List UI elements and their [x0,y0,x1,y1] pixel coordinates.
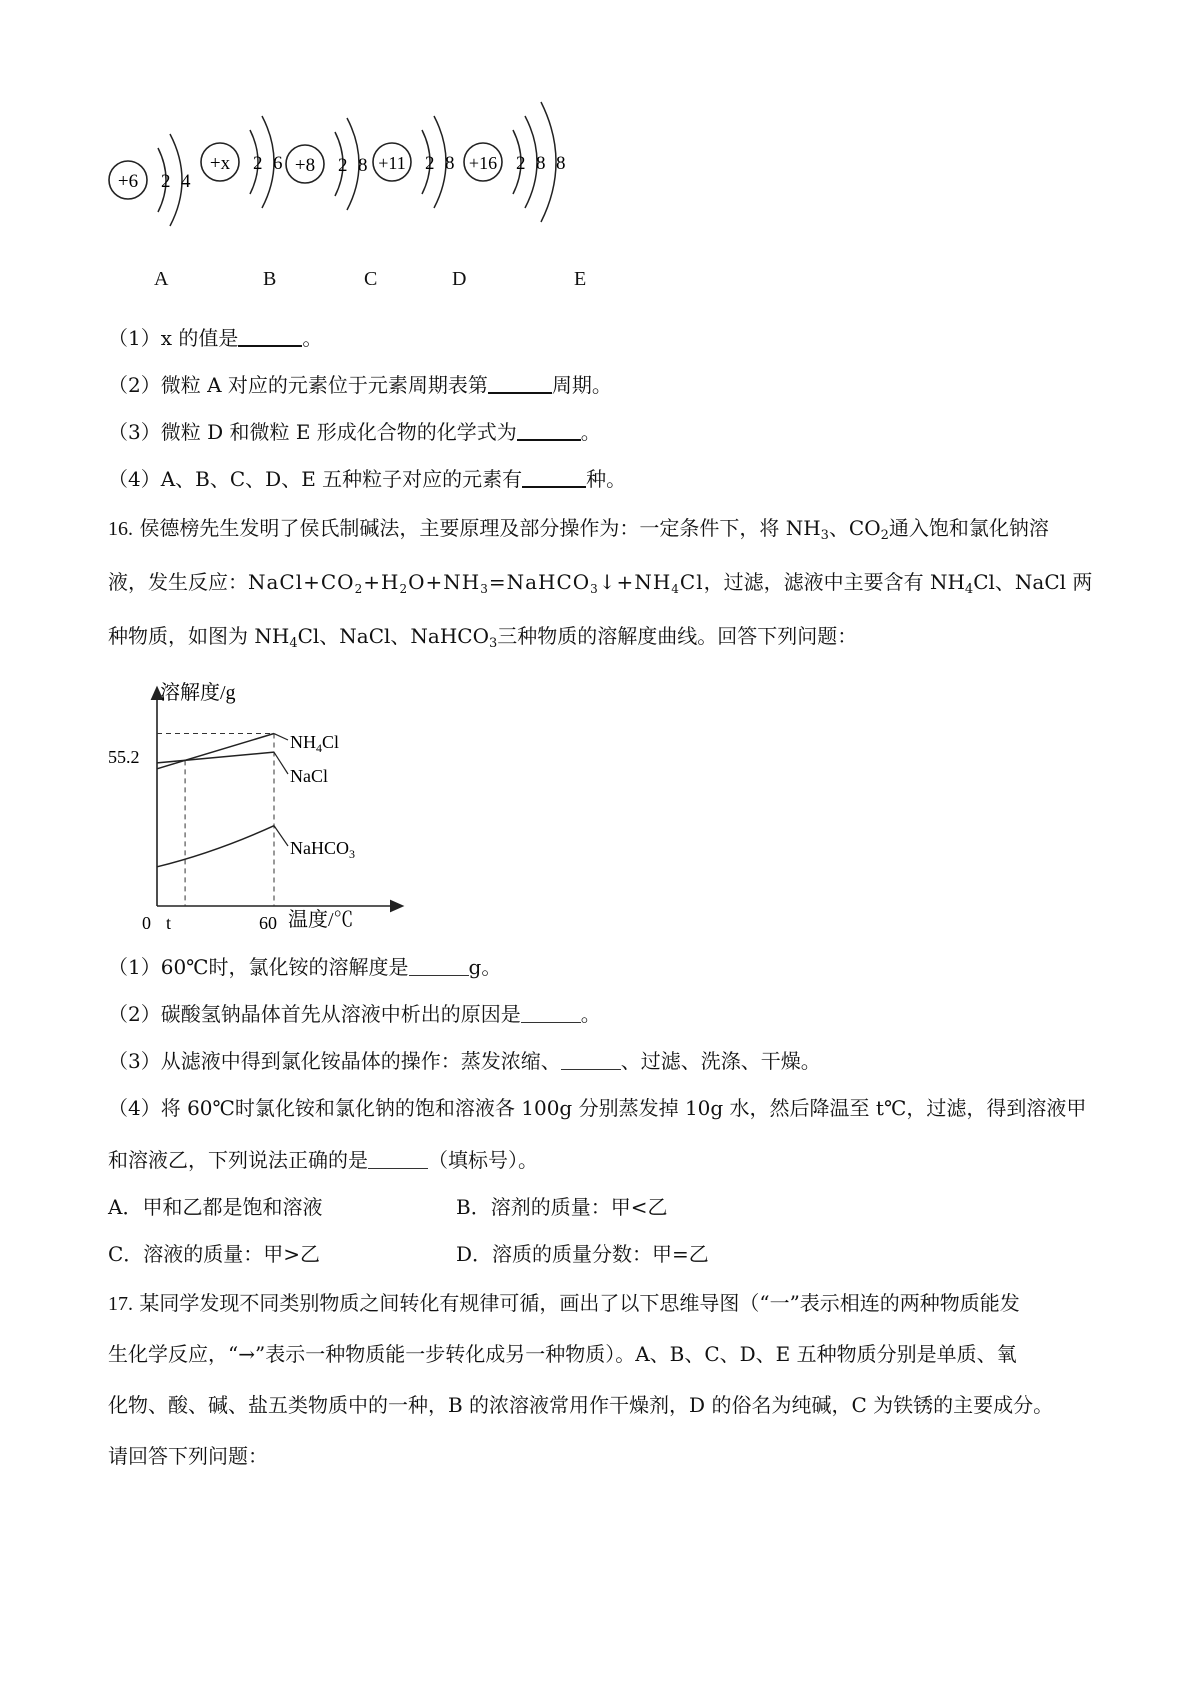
answer-blank[interactable] [368,1148,428,1169]
x-tick-0: 0 [142,913,151,932]
q15-sub2: （2）微粒 A 对应的元素位于元素周期表第 周期。 [108,373,612,397]
answer-blank[interactable] [488,372,552,394]
atom-e [464,102,566,222]
series-label-nacl: NaCl [290,766,328,786]
option-d[interactable]: D．溶质的质量分数：甲=乙 [456,1242,709,1266]
atom-label-e: E [574,268,587,290]
atom-structure-diagrams [100,90,720,330]
x-tick-60: 60 [259,913,277,932]
answer-blank[interactable] [517,419,581,441]
series-label-nahco3: NaHCO$_3$ [290,838,355,861]
atom-c-shell-1: 2 [338,155,348,176]
curve-nh4cl [157,734,274,769]
atom-a-shell-2: 4 [181,171,191,192]
q17-line-3: 化物、酸、碱、盐五类物质中的一种，B 的浓溶液常用作干燥剂，D 的俗名为纯碱，C 为铁锈的主要成分。 [108,1393,1054,1417]
q16-line-3: 种物质，如图为 $NH_4Cl$、NaCl、NaHCO$_3$三种物质的溶解度曲线。回答下列问题： [108,624,858,651]
option-b[interactable]: B．溶剂的质量：甲<乙 [456,1195,668,1219]
curve-nacl [157,752,274,763]
x-tick-t: t [166,913,172,932]
chemical-equation: $NaCl+CO_2+H_2O+NH_3=NaHCO_3↓+NH_4Cl$ [248,570,704,596]
question-number: 17. [108,1293,133,1315]
q17-line-4: 请回答下列问题： [108,1444,268,1468]
atom-c [286,118,368,210]
curve-nh4cl-leader [274,734,288,740]
atom-b-shell-1: 2 [253,153,263,174]
q16-line-1: 16. 侯德榜先生发明了侯氏制碱法，主要原理及部分操作为：一定条件下，将 $NH_3$、$CO_2$通入饱和氯化钠溶 [108,516,1049,543]
series-label-nh4cl: $NH_4Cl$ [290,732,340,755]
atom-e-shell-2: 8 [536,153,546,174]
option-a[interactable]: A．甲和乙都是饱和溶液 [108,1195,323,1219]
atom-d [373,116,455,208]
curve-nahco3-leader [274,826,288,846]
answer-blank[interactable] [521,1002,581,1023]
q16-sub2: （2）碳酸氢钠晶体首先从溶液中析出的原因是 。 [108,1002,601,1026]
question-number: 16. [108,518,133,540]
atom-b-shell-2: 6 [273,153,283,174]
q16-sub1: （1）60℃时，氯化铵的溶解度是 g。 [108,955,502,979]
atom-label-b: B [263,268,277,290]
answer-blank[interactable] [238,325,302,347]
atom-label-c: C [364,268,378,290]
option-c[interactable]: C．溶液的质量：甲>乙 [108,1242,321,1266]
atom-d-shell-2: 8 [445,153,455,174]
atom-b-nucleus-label: +x [209,153,231,174]
answer-blank[interactable] [522,466,586,488]
atom-e-nucleus-label: +16 [468,153,498,173]
answer-blank[interactable] [561,1049,621,1070]
atom-c-nucleus-label: +8 [294,155,316,176]
y-tick-55-2: 55.2 [108,747,140,767]
q15-sub3: （3）微粒 D 和微粒 E 形成化合物的化学式为 。 [108,420,601,444]
curve-nacl-leader [274,752,288,774]
atom-e-shell-3: 8 [556,153,566,174]
q17-line-1: 17. 某同学发现不同类别物质之间转化有规律可循，画出了以下思维导图（“一”表示相连的两种物质能发 [108,1291,1020,1315]
answer-blank[interactable] [409,955,469,976]
q15-sub1: （1）x 的值是 。 [108,326,323,350]
atom-a-nucleus-label: +6 [117,171,139,192]
q16-sub3: （3）从滤液中得到氯化铵晶体的操作：蒸发浓缩、 、过滤、洗涤、干燥。 [108,1049,821,1073]
atom-c-shell-2: 8 [358,155,368,176]
q17-line-2: 生化学反应，“→”表示一种物质能一步转化成另一种物质）。A、B、C、D、E 五种物质分别是单质、氧 [108,1342,1017,1366]
y-axis-label: 溶解度/g [160,682,236,704]
atom-a-shell-1: 2 [161,171,171,192]
atom-a [109,134,191,226]
solubility-chart [108,682,428,932]
curve-nahco3 [157,826,274,867]
q16-sub4-line-2: 和溶液乙，下列说法正确的是 （填标号）。 [108,1148,538,1172]
q16-line-2: 液，发生反应：$NaCl+CO_2+H_2O+NH_3=NaHCO_3↓+NH_4Cl$，过滤，滤液中主要含有 $NH_4Cl$、NaCl 两 [108,570,1093,597]
x-axis-label: 温度/℃ [288,909,354,931]
atom-d-shell-1: 2 [425,153,435,174]
q16-sub4-line-1: （4）将 60℃时氯化铵和氯化钠的饱和溶液各 100g 分别蒸发掉 10g 水，然后降温至 t℃，过滤，得到溶液甲 [108,1096,1087,1120]
atom-b [201,116,283,208]
atom-label-d: D [452,268,467,290]
q15-sub4: （4）A、B、C、D、E 五种粒子对应的元素有 种。 [108,467,627,491]
atom-e-shell-1: 2 [516,153,526,174]
atom-d-nucleus-label: +11 [378,153,406,173]
atom-label-a: A [154,268,169,290]
